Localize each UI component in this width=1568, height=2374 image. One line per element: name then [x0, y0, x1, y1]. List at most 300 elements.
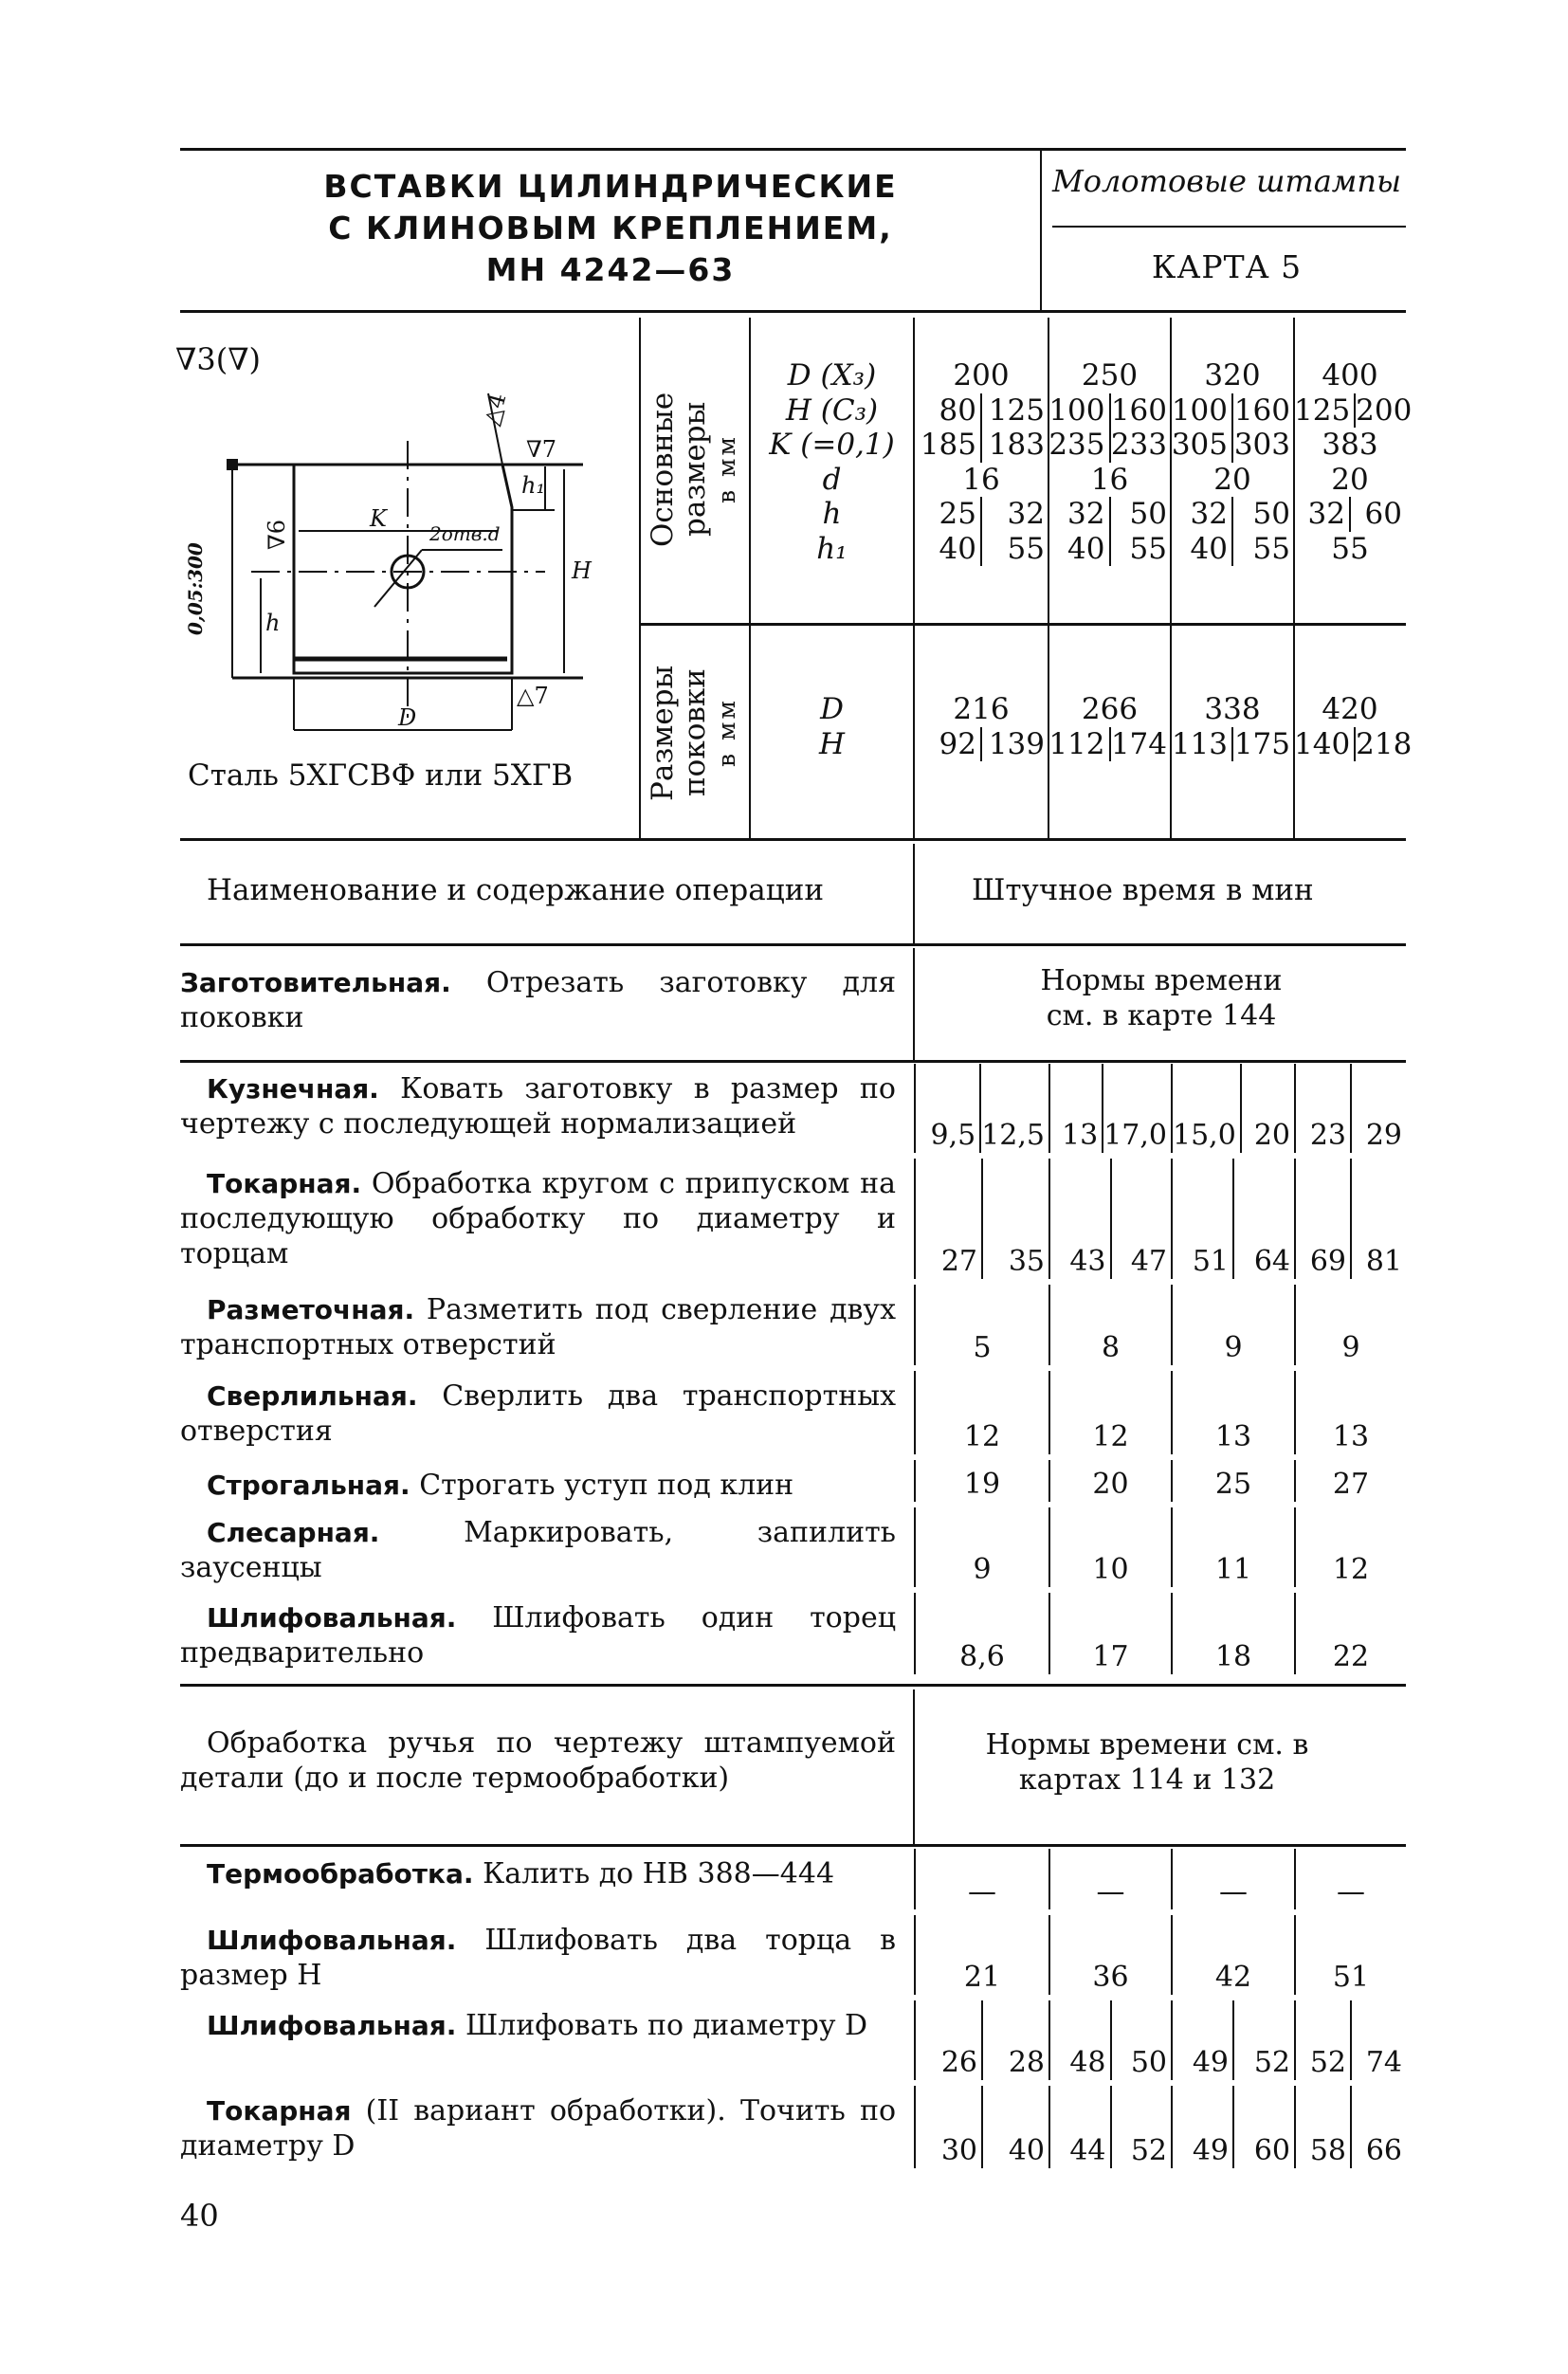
value-group: [914, 2000, 1048, 2080]
value-group: [1048, 2000, 1171, 2080]
value-cell: 60: [1253, 2134, 1290, 2167]
value-cell: 11: [1214, 1553, 1252, 1586]
value-pair: [916, 2086, 1048, 2168]
dim-d: D: [398, 704, 417, 731]
tolerance-label: 0,05:300: [184, 542, 207, 635]
value-group: [1048, 1285, 1171, 1365]
value-cell: 20: [1253, 1119, 1290, 1152]
value-cell: 50: [1130, 2046, 1167, 2079]
dim-row: [914, 726, 1413, 762]
title-line: МН 4242—63: [485, 251, 736, 288]
dim-row-label: H: [818, 726, 846, 761]
value-cell: 185: [914, 428, 982, 463]
page-number: 40: [180, 2198, 219, 2234]
value-pair: [914, 428, 1048, 463]
prep-note: Нормы времени см. в карте 144: [1040, 964, 1283, 1032]
value-group: [914, 428, 1048, 463]
value-group: [1171, 1593, 1294, 1674]
cavity-note: Нормы времени см. в картах 114 и 132: [985, 1728, 1309, 1797]
value-cell: 174: [1110, 726, 1167, 761]
series-label: Молотовые штампы: [1051, 163, 1401, 199]
operation-text: [180, 1507, 896, 1593]
value-cell: 32: [1294, 497, 1351, 532]
value-group: [914, 1371, 1048, 1454]
roughness-bottom: △7: [517, 683, 549, 709]
value-cell: 18: [1214, 1640, 1252, 1673]
value-pair: [1050, 1064, 1171, 1153]
value-pair: [1173, 1159, 1294, 1279]
value-pair: [1171, 497, 1294, 532]
value-cell: 60: [1364, 497, 1402, 531]
value-pair: [1171, 727, 1294, 762]
value-group: [1048, 1507, 1171, 1587]
operation-text: [180, 2086, 896, 2174]
value-pair: [914, 727, 1048, 762]
operation-times: [914, 1371, 1406, 1460]
value-cell: 125: [988, 393, 1045, 428]
value-pair: [1296, 2086, 1406, 2168]
value-group: [1171, 1507, 1294, 1587]
value-group: [914, 1285, 1048, 1365]
value-cell: 50: [1129, 497, 1167, 531]
value-pair: [1048, 497, 1171, 532]
rule: [180, 1844, 1406, 1847]
value-cell: 40: [1171, 532, 1233, 567]
value-group: [914, 1507, 1048, 1587]
value-cell: 52: [1296, 2000, 1352, 2080]
operation-name: Кузнечная.: [207, 1073, 379, 1105]
value-cell: 183: [988, 428, 1045, 462]
operation-column-header: Наименование и содержание операции: [207, 873, 825, 907]
value-cell: 112: [1048, 727, 1111, 762]
value-cell: —: [1219, 1875, 1248, 1908]
value-cell: 140: [1294, 727, 1356, 762]
value-group: [914, 497, 1048, 532]
value-cell: 175: [1233, 726, 1290, 761]
value-cell: 266: [1081, 692, 1139, 726]
value-pair: [1294, 497, 1406, 532]
dims-unit: в мм: [713, 434, 740, 504]
value-group: [1048, 532, 1171, 567]
operation-text: [180, 1593, 896, 1680]
value-cell: 55: [1007, 531, 1045, 566]
value-group: [1171, 393, 1294, 429]
operation-name: Шлифовальная.: [207, 2010, 457, 2041]
value-group: [1294, 1159, 1406, 1279]
value-pair: [1050, 2000, 1171, 2080]
value-cell: 92: [914, 727, 982, 762]
value-cell: 51: [1332, 1961, 1370, 1994]
value-cell: 43: [1050, 1159, 1112, 1279]
value-group: [914, 2086, 1048, 2168]
value-group: [1171, 358, 1294, 393]
dim-row-label: h: [822, 497, 842, 531]
value-cell: 58: [1296, 2086, 1352, 2168]
value-group: [914, 393, 1048, 429]
forging-row-labels: [750, 692, 914, 761]
value-cell: 16: [1090, 462, 1129, 497]
value-cell: 21: [963, 1961, 1001, 1994]
value-group: [1294, 1593, 1406, 1674]
value-group: [1171, 692, 1294, 727]
value-group: [914, 1159, 1048, 1279]
value-group: [1294, 1849, 1406, 1909]
value-cell: 5: [973, 1331, 992, 1364]
operation-description: Маркировать, запилить заусенцы: [180, 1516, 896, 1584]
value-group: [1294, 726, 1413, 762]
value-group: [1048, 428, 1171, 463]
operation-times: [914, 1593, 1406, 1680]
op-desc: Отрезать заготовку для поковки: [180, 966, 896, 1034]
operation-text: [180, 1849, 896, 1915]
value-cell: 29: [1365, 1119, 1402, 1152]
value-group: [1171, 727, 1294, 762]
value-group: [1171, 2086, 1294, 2168]
value-cell: 12: [1332, 1553, 1370, 1586]
value-cell: 200: [1356, 393, 1413, 428]
value-group: [1171, 1064, 1294, 1153]
value-pair: [914, 497, 1048, 532]
value-group: [1048, 1064, 1171, 1153]
dim-row: [914, 358, 1406, 393]
value-group: [1171, 1285, 1294, 1365]
value-pair: [914, 532, 1048, 567]
value-cell: 19: [963, 1468, 1001, 1501]
value-cell: 49: [1173, 2000, 1234, 2080]
operation-name: Слесарная.: [207, 1517, 380, 1548]
value-cell: 235: [1048, 428, 1111, 463]
value-cell: 16: [962, 462, 1000, 497]
operation-text: [180, 1285, 896, 1371]
operation-name: Термообработка.: [207, 1858, 474, 1890]
header-col-divider: [913, 844, 915, 944]
value-cell: 48: [1050, 2000, 1112, 2080]
value-group: [1048, 692, 1171, 727]
roughness-top: ∇7: [526, 436, 557, 463]
value-cell: 303: [1233, 428, 1290, 462]
value-cell: 12,5: [981, 1119, 1045, 1152]
op-name: Заготовительная.: [180, 967, 451, 998]
value-pair: [1173, 1064, 1294, 1153]
value-group: [914, 1593, 1048, 1674]
dim-k: K: [370, 505, 387, 532]
operation-row: [180, 1064, 1406, 1159]
operation-row: [180, 1507, 1406, 1593]
value-cell: 9,5: [916, 1064, 981, 1153]
dim-row: [914, 532, 1406, 567]
value-group: [914, 463, 1048, 498]
value-group: [1294, 1371, 1406, 1454]
value-group: [1048, 1460, 1171, 1502]
operation-description: Шлифовать два торца в размер H: [180, 1924, 896, 1992]
value-cell: 233: [1110, 428, 1167, 462]
operation-row: [180, 1371, 1406, 1460]
value-cell: 27: [1332, 1468, 1370, 1501]
value-cell: 28: [1008, 2046, 1045, 2079]
value-pair: [1048, 727, 1171, 762]
value-cell: 13: [1332, 1420, 1370, 1453]
value-group: [1294, 463, 1406, 498]
operation-text: [180, 1460, 896, 1507]
operation-row: [180, 1915, 1406, 2000]
value-cell: 200: [953, 358, 1010, 393]
title-line: С КЛИНОВЫМ КРЕПЛЕНИЕМ,: [328, 210, 893, 247]
rule-header-bottom: [180, 310, 1406, 313]
value-cell: 32: [1007, 497, 1045, 531]
value-pair: [1171, 428, 1294, 463]
value-pair: [1171, 532, 1294, 567]
roughness-chamfer: △4: [477, 390, 512, 429]
rule-dims-split: [640, 623, 1406, 626]
value-group: [914, 1460, 1048, 1502]
value-cell: 52: [1130, 2134, 1167, 2167]
value-cell: 17,0: [1103, 1119, 1167, 1152]
operation-description: Шлифовать один торец предварительно: [180, 1601, 896, 1670]
value-cell: 139: [988, 726, 1045, 761]
operation-name: Токарная: [207, 2095, 352, 2127]
rule: [180, 943, 1406, 946]
value-group: [1048, 1159, 1171, 1279]
value-cell: 218: [1356, 726, 1413, 761]
roughness-side: ∇6: [264, 519, 290, 550]
value-cell: 113: [1171, 727, 1233, 762]
operation-row: [180, 1460, 1406, 1507]
value-group: [1294, 2000, 1406, 2080]
value-cell: 80: [914, 393, 982, 429]
operation-name: Сверлильная.: [207, 1380, 418, 1412]
value-group: [914, 1915, 1048, 1995]
value-group: [1294, 1460, 1406, 1502]
dims-values: [914, 358, 1413, 566]
value-cell: 55: [1129, 531, 1167, 566]
value-cell: 30: [916, 2086, 983, 2168]
value-group: [914, 532, 1048, 567]
value-cell: 66: [1365, 2134, 1402, 2167]
value-pair: [1171, 393, 1294, 429]
value-cell: 8: [1101, 1331, 1121, 1364]
value-cell: 383: [1322, 428, 1378, 462]
value-pair: [1173, 2086, 1294, 2168]
operation-description: Шлифовать по диаметру D: [456, 2009, 868, 2042]
operation-text: [180, 2000, 896, 2086]
operation-text: [180, 1371, 896, 1460]
value-cell: 40: [1008, 2134, 1045, 2167]
value-group: [1171, 2000, 1294, 2080]
dim-row-label: D: [820, 692, 844, 726]
operation-times: [914, 1849, 1406, 1915]
rule-series: [1052, 226, 1406, 228]
steel-grade: Сталь 5ХГСВФ или 5ХГВ: [188, 758, 574, 793]
value-cell: 338: [1204, 692, 1261, 726]
value-cell: 26: [916, 2000, 983, 2080]
rule-dims-bottom: [180, 838, 1406, 841]
operation-times: [914, 2086, 1406, 2174]
dims-group-title: Основные размеры: [646, 392, 712, 547]
value-cell: 55: [1252, 531, 1290, 566]
value-cell: 49: [1173, 2086, 1234, 2168]
value-group: [914, 1064, 1048, 1153]
cavity-text: Обработка ручья по чертежу штампуемой детали (до и после термообработки): [180, 1726, 896, 1795]
operation-times: [914, 1507, 1406, 1593]
value-cell: 13: [1214, 1420, 1252, 1453]
value-cell: 12: [1092, 1420, 1129, 1453]
value-cell: —: [1096, 1875, 1125, 1908]
value-cell: 42: [1214, 1961, 1252, 1994]
value-cell: 9: [1341, 1331, 1360, 1364]
value-pair: [1048, 393, 1171, 429]
value-cell: 40: [1048, 532, 1111, 567]
value-group: [1171, 532, 1294, 567]
prep-text: [180, 965, 896, 1035]
value-group: [1171, 1915, 1294, 1995]
operation-name: Разметочная.: [207, 1294, 415, 1325]
dim-row-label: D (X₃): [787, 358, 877, 393]
value-cell: 9: [973, 1553, 992, 1586]
value-pair: [916, 1159, 1048, 1279]
value-cell: 100: [1171, 393, 1233, 429]
value-group: [1294, 358, 1406, 393]
value-cell: 55: [1331, 531, 1369, 566]
value-group: [1048, 1371, 1171, 1454]
operation-name: Шлифовальная.: [207, 1925, 457, 1956]
dim-h-total: H: [572, 557, 592, 584]
operation-description: (II вариант обработки). Точить по диаметру D: [180, 2094, 896, 2163]
value-group: [1171, 1159, 1294, 1279]
value-cell: 100: [1048, 393, 1111, 429]
value-group: [1171, 1460, 1294, 1502]
value-cell: 32: [1171, 497, 1233, 532]
value-cell: 216: [953, 692, 1010, 726]
value-cell: 160: [1233, 393, 1290, 428]
dim-row: [914, 463, 1406, 498]
operation-row: [180, 2000, 1406, 2086]
operation-times: [914, 1915, 1406, 2000]
value-group: [914, 358, 1048, 393]
forging-values: [914, 692, 1413, 761]
value-pair: [916, 2000, 1048, 2080]
value-group: [1294, 532, 1406, 567]
value-cell: 15,0: [1173, 1064, 1242, 1153]
value-cell: 17: [1092, 1640, 1129, 1673]
col-divider: [913, 1689, 915, 1845]
value-cell: 35: [1008, 1245, 1045, 1278]
value-cell: 160: [1110, 393, 1167, 428]
page-title: [180, 166, 1041, 291]
value-cell: 47: [1130, 1245, 1167, 1278]
forging-unit: в мм: [713, 698, 740, 768]
value-group: [1048, 358, 1171, 393]
operation-description: Разметить под сверление двух транспортных отверстий: [180, 1293, 896, 1361]
value-pair: [1050, 2086, 1171, 2168]
operation-description: Ковать заготовку в размер по чертежу с последующей нормализацией: [180, 1072, 896, 1141]
roughness-general: ∇3(∇): [175, 341, 262, 377]
value-group: [914, 1849, 1048, 1909]
value-pair: [914, 393, 1048, 429]
value-group: [1294, 497, 1406, 532]
operation-description: Строгать уступ под клин: [410, 1469, 794, 1502]
operation-row: [180, 1285, 1406, 1371]
value-cell: 51: [1173, 1159, 1234, 1279]
value-cell: 50: [1252, 497, 1290, 531]
dim-row-label: K (=0,1): [769, 428, 895, 462]
value-group: [1294, 692, 1406, 727]
rule-top: [180, 148, 1406, 151]
operation-name: Токарная.: [207, 1168, 362, 1199]
value-cell: 22: [1332, 1640, 1370, 1673]
hole-label: 2отв.d: [429, 522, 501, 545]
value-group: [914, 692, 1048, 727]
operation-text: [180, 1915, 896, 2000]
operation-times: [914, 1285, 1406, 1371]
operation-row: [180, 1849, 1406, 1915]
card-number: КАРТА 5: [1151, 248, 1303, 285]
dims-left-border: [639, 318, 641, 839]
operation-name: Строгальная.: [207, 1470, 410, 1501]
value-cell: 13: [1050, 1064, 1103, 1153]
value-cell: 81: [1365, 1245, 1402, 1278]
dim-row-label: d: [822, 462, 842, 497]
dim-row: [914, 692, 1406, 727]
value-cell: 74: [1365, 2046, 1402, 2079]
value-group: [1048, 497, 1171, 532]
value-group: [1048, 727, 1171, 762]
value-cell: 20: [1092, 1468, 1129, 1501]
value-group: [1294, 2086, 1406, 2168]
col-divider: [913, 948, 915, 1061]
value-group: [1048, 1849, 1171, 1909]
value-cell: 20: [1213, 462, 1251, 497]
value-cell: 10: [1092, 1553, 1129, 1586]
value-group: [1171, 463, 1294, 498]
dim-h: h: [265, 610, 281, 636]
value-pair: [916, 1064, 1048, 1153]
operation-times: [914, 1064, 1406, 1159]
value-cell: 69: [1296, 1159, 1352, 1279]
value-cell: 400: [1322, 358, 1378, 393]
rule: [180, 1060, 1406, 1063]
dims-row-labels: [750, 358, 914, 566]
dim-row: [914, 428, 1406, 463]
operation-description: Обработка кругом с припуском на последующую обработку по диаметру и торцам: [180, 1167, 896, 1270]
value-cell: 40: [914, 532, 982, 567]
value-cell: 64: [1253, 1245, 1290, 1278]
operation-row: [180, 1159, 1406, 1285]
value-pair: [1294, 726, 1413, 762]
time-column-header: Штучное время в мин: [972, 873, 1314, 907]
forging-group-title: Размеры поковки: [646, 665, 712, 801]
value-cell: 20: [1331, 462, 1369, 497]
value-cell: 36: [1092, 1961, 1129, 1994]
value-group: [1294, 428, 1406, 463]
value-cell: 44: [1050, 2086, 1112, 2168]
value-group: [1171, 1371, 1294, 1454]
value-group: [1171, 1849, 1294, 1909]
dim-row: [914, 497, 1406, 532]
value-group: [1048, 2086, 1171, 2168]
rule: [180, 1684, 1406, 1687]
value-cell: 23: [1296, 1064, 1352, 1153]
value-cell: —: [968, 1875, 996, 1908]
operation-description: Калить до HB 388—444: [473, 1857, 835, 1890]
dims-group-label: [647, 322, 741, 616]
operation-description: Сверлить два транспортных отверстия: [180, 1379, 896, 1448]
value-cell: 250: [1081, 358, 1139, 393]
value-cell: 420: [1322, 692, 1378, 726]
operation-row: [180, 2086, 1406, 2174]
part-outline: [294, 465, 512, 673]
value-pair: [1050, 1159, 1171, 1279]
value-group: [1048, 393, 1171, 429]
